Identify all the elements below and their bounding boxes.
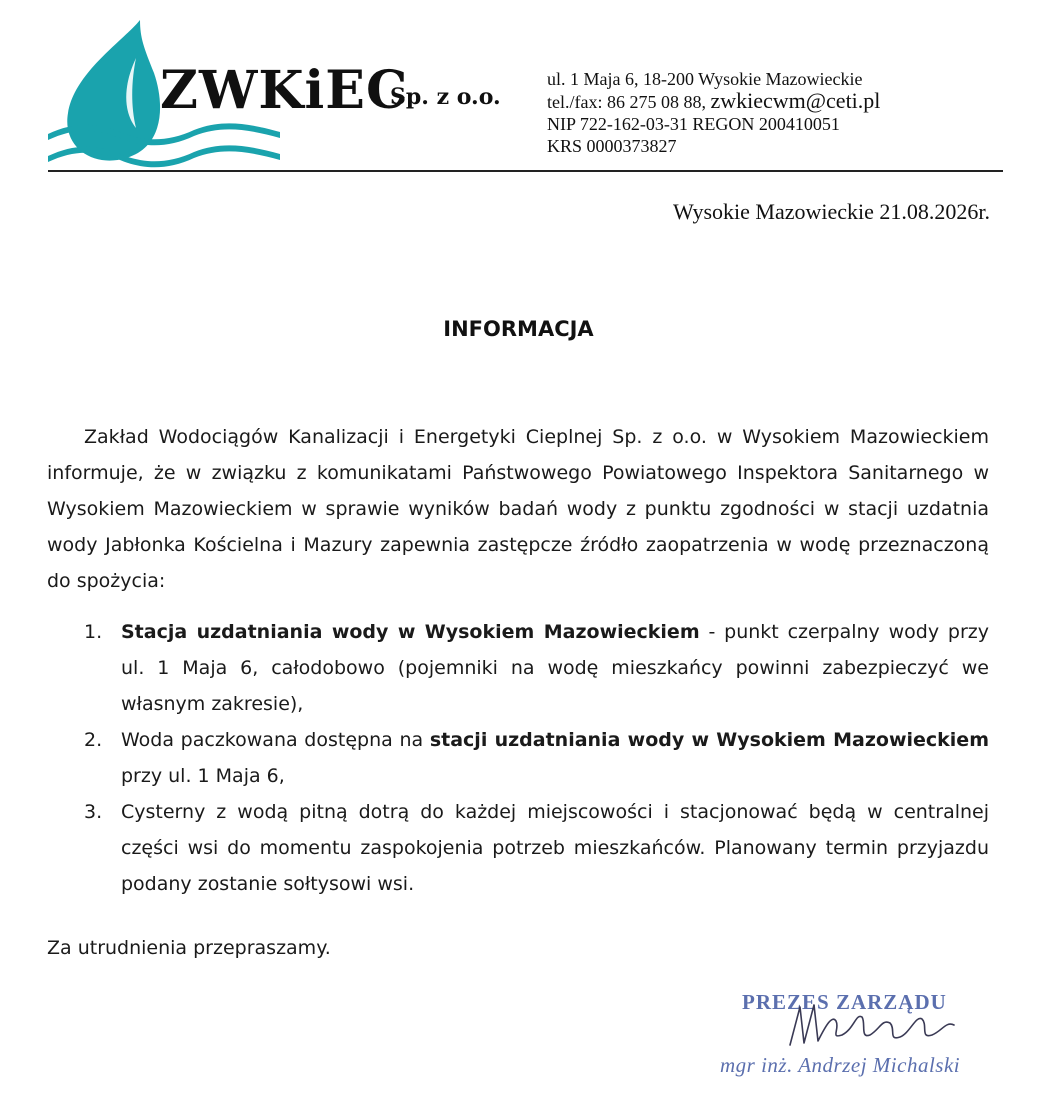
list-item	[47, 794, 989, 902]
list-item-text: Cysterny z wodą pitną dotrą do każdej miejscowości i stacjonować będą w centralnej części wsi do momentu zaspokojenia potrzeb mieszkańców. Planowany termin przyjazdu podany zostanie sołtysowi wsi.	[121, 801, 989, 895]
list-item	[47, 614, 989, 722]
nip-regon: NIP 722-162-03-31 REGON 200410051	[547, 114, 840, 134]
list-item-bold-text: stacji uzdatniania wody w Wysokiem Mazowieckiem	[429, 729, 989, 751]
intro-paragraph	[47, 419, 989, 599]
phone-email-line	[547, 90, 880, 113]
handwritten-signature-icon	[770, 995, 970, 1055]
company-address: ul. 1 Maja 6, 18-200 Wysokie Mazowieckie	[547, 69, 863, 89]
phone-fax: tel./fax: 86 275 08 88,	[547, 92, 711, 112]
email-address: zwkiecwm@ceti.pl	[710, 88, 881, 113]
list-item-number: 1.	[84, 621, 103, 643]
header-divider	[48, 170, 1003, 172]
list-item-number: 3.	[84, 801, 103, 823]
krs-number: KRS 0000373827	[547, 136, 677, 156]
list-item-bold-text: Stacja uzdatniania wody w Wysokiem Mazowieckiem	[121, 621, 700, 643]
waves-logo-icon	[44, 118, 284, 174]
company-name: ZWKiEC	[160, 60, 409, 121]
stamp-title: PREZES ZARZĄDU	[742, 990, 947, 1014]
list-item-text: - punkt czerpalny wody przy ul. 1 Maja 6, całodobowo (pojemniki na wodę mieszkańcy powinni zabezpieczyć we własnym zakresie),	[121, 621, 989, 715]
numbered-list	[47, 614, 989, 902]
intro-text: Zakład Wodociągów Kanalizacji i Energetyki Cieplnej Sp. z o.o. w Wysokiem Mazowieckiem informuje, że w związku z komunikatami Państwowego Powiatowego Inspektora Sanitarnego w Wysokiem Mazowieckiem w sprawie wyników badań wody z punktu zgodności w stacji uzdatnia wody Jabłonka Kościelna i Mazury zapewnia zastępcze źródło zaopatrzenia w wodę przeznaczoną do spożycia:	[47, 426, 989, 592]
list-item	[47, 722, 989, 794]
list-item-text: przy ul. 1 Maja 6,	[121, 765, 285, 787]
list-item-number: 2.	[84, 729, 103, 751]
contact-block	[547, 68, 880, 157]
closing-line: Za utrudnienia przepraszamy.	[47, 937, 331, 959]
stamp-name: mgr inż. Andrzej Michalski	[720, 1053, 961, 1077]
list-item-text: Woda paczkowana dostępna na	[121, 729, 430, 751]
company-legal-form: Sp. z o.o.	[390, 84, 501, 110]
document-date: Wysokie Mazowieckie 21.08.2026r.	[673, 199, 990, 224]
document-title: INFORMACJA	[443, 317, 594, 341]
